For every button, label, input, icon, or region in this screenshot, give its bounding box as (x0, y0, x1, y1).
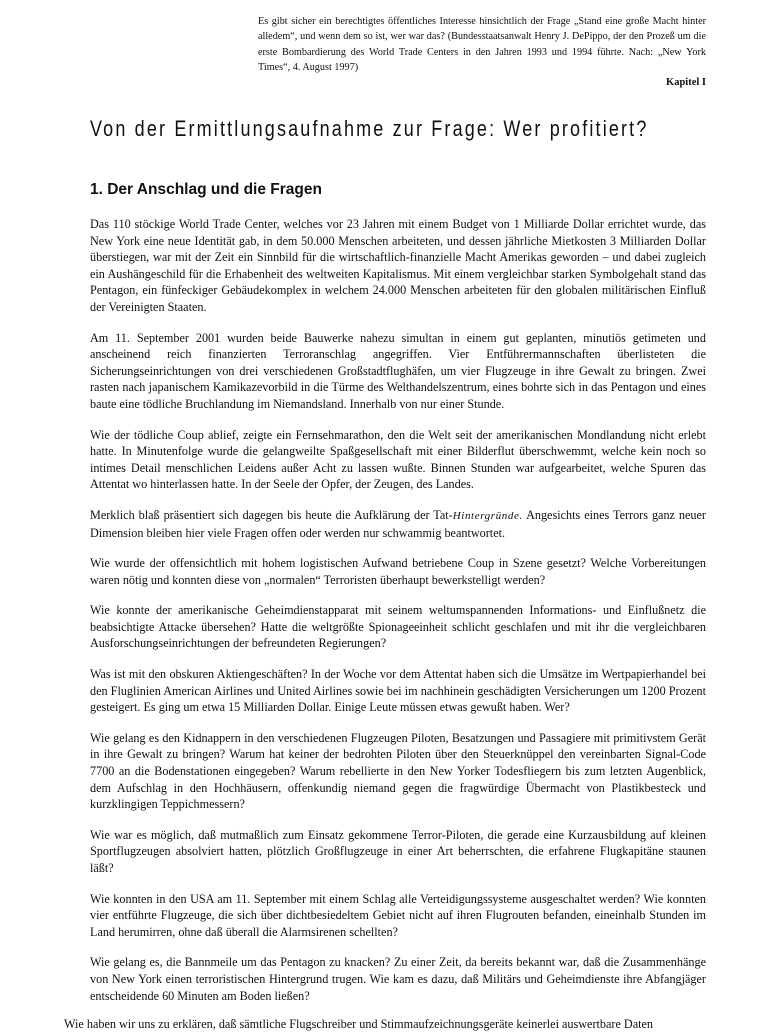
paragraph-5: Wie wurde der offensichtlich mit hohem logistischen Aufwand betriebene Coup in Szene gesetzt? Welche Vorbereitungen waren nötig und konnten diese von „normalen“ Terroristen überhaupt bewerkstelligt werden? (90, 556, 706, 587)
paragraph-2: Am 11. September 2001 wurden beide Bauwerke nahezu simultan in einem gut geplanten, minutiös getimeten und anscheinend reich finanzierten Terroranschlag angegriffen. Vier Entführermannschaften überlisteten die Sicherungseinrichtungen von drei verschiedenen Großstadtflughäfen, um vier Flugzeuge in ihre Gewalt zu bringen. Zwei rasten nach japanischem Kamikazevorbild in die Türme des Welthandelszentrum, eines bohrte sich in das Pentagon und eines baute eine tödliche Bruchlandung im Niemandsland. Innerhalb von nur einer Stunde. (90, 330, 706, 411)
chapter-title: Von der Ermittlungsaufnahme zur Frage: Wer profitiert? (90, 116, 649, 141)
paragraph-7: Was ist mit den obskuren Aktiengeschäften? In der Woche vor dem Attentat haben sich die Umsätze im Wertpapierhandel bei den Fluglinien American Airlines und United Airlines sowie bei im nachhinein geschädigten Versicherungen um 1200 Prozent gesteigert. Es ging um etwa 15 Milliarden Dollar. Einige Leute müssen etwas gewußt haben. Wer? (90, 667, 706, 715)
epigraph-quote: Es gibt sicher ein berechtigtes öffentliches Interesse hinsichtlich der Frage „Stand eine große Macht hinter alledem“, und wenn dem so ist, wer war das? (Bundesstaatsanwalt Henry J. DePippo, der den Prozeß um die erste Bombardierung des World Trade Centers in den Jahren 1993 und 1994 führte. Nach: „New York Times“, 4. August 1997) (258, 16, 706, 74)
paragraph-4 (90, 507, 706, 541)
paragraph-4-start: Merklich blaß präsentiert sich dagegen bis heute die Aufklärung der Tat- (90, 507, 453, 522)
paragraph-8: Wie gelang es den Kidnappern in den verschiedenen Flugzeugen Piloten, Besatzungen und Passagiere mit primitivstem Gerät in ihre Gewalt zu bringen? Warum hat keiner der bedrohten Piloten über den Steuerknüppel den vereinbarten Signal-Code 7700 an die Bodenstationen eingegeben? Warum rebellierte in den New Yorker Todesfliegern bis zum letzten Augenblick, dem Aufschlag in den Hochhäusern, offenkundig niemand gegen die fragwürdige Übermacht von Plastikbesteck und kurzklingigen Teppichmessern? (90, 730, 706, 812)
paragraph-4-end: Angesichts eines Terrors ganz neuer Dimension bleiben hier viele Fragen offen oder werden nur schwammig beantwortet. (90, 507, 706, 540)
paragraph-4-emphasis: Hintergründe. (452, 509, 523, 522)
paragraph-3: Wie der tödliche Coup ablief, zeigte ein Fernsehmarathon, den die Welt seit der amerikanischen Mondlandung nicht erlebt hatte. In Minutenfolge wurde die gelangweilte Spaßgesellschaft mit einer Bilderflut überschwemmt, welche kein noch so intimes Detail menschlichen Leidens außer Acht zu lassen wußte. Binnen Stunden war aufgearbeitet, welche Spuren das Attentat wo hinterlassen hatte. In der Seele der Opfer, der Zeugen, des Landes. (90, 427, 706, 492)
paragraph-6: Wie konnte der amerikanische Geheimdienstapparat mit seinem weltumspannenden Informations- und Einflußnetz die beabsichtigte Attacke übersehen? Hatte die weltgrößte Spionageeinheit schlicht geschlafen und mit ihr die vergleichbaren Ausforschungseinrichtungen der befreundeten Regierungen? (90, 603, 706, 651)
chapter-label: Kapitel I (666, 77, 706, 88)
paragraph-1: Das 110 stöckige World Trade Center, welches vor 23 Jahren mit einem Budget von 1 Milliarde Dollar errichtet wurde, das New York eine neue Identität gab, in dem 50.000 Menschen arbeiteten, und dessen jährliche Mietkosten 3 Milliarden Dollar überstiegen, war mit der Zeit ein Sinnbild für die wirtschaftlich-finanzielle Macht Amerikas geworden – und dabei zugleich ein Aushängeschild für die Erhabenheit des weltweiten Kapitalismus. Mit einem vergleichbar starken Symbolgehalt stand das Pentagon, ein fünfeckiger Gebäudekomplex in welchem 24.000 Menschen arbeiteten für den globalen militärischen Einfluß der Vereinigten Staaten. (90, 217, 706, 314)
paragraph-10: Wie konnten in den USA am 11. September mit einem Schlag alle Verteidigungssysteme ausgeschaltet werden? Wie konnten vier entführte Flugzeuge, die sich über dichtbesiedeltem Gebiet nicht auf ihren Flugrouten befanden, eineinhalb Stunden im Land herumirren, ohne daß überall die Alarmsirenen schellten? (90, 891, 706, 939)
paragraph-11: Wie gelang es, die Bannmeile um das Pentagon zu knacken? Zu einer Zeit, da bereits bekannt war, daß die Zusammenhänge von New York einen terroristischen Hintergrund trugen. Wie kam es dazu, daß Militärs und Geheimdienste ihre Abfangjäger entscheidende 60 Minuten am Boden ließen? (90, 955, 706, 1003)
section-heading: 1. Der Anschlag und die Fragen (90, 181, 322, 198)
body-text (90, 216, 706, 1018)
paragraph-9: Wie war es möglich, daß mutmaßlich zum Einsatz gekommene Terror-Piloten, die gerade eine Kurzausbildung auf kleinen Sportflugzeugen absolviert hatten, plötzlich Großflugzeuge in einer Art beherrschten, die erfahrene Flugkapitäne staunen läßt? (90, 827, 706, 875)
cut-off-next-line: Wie haben wir uns zu erklären, daß sämtliche Flugschreiber und Stimmaufzeichnungsgeräte keinerlei auswertbare Daten (64, 1017, 654, 1031)
